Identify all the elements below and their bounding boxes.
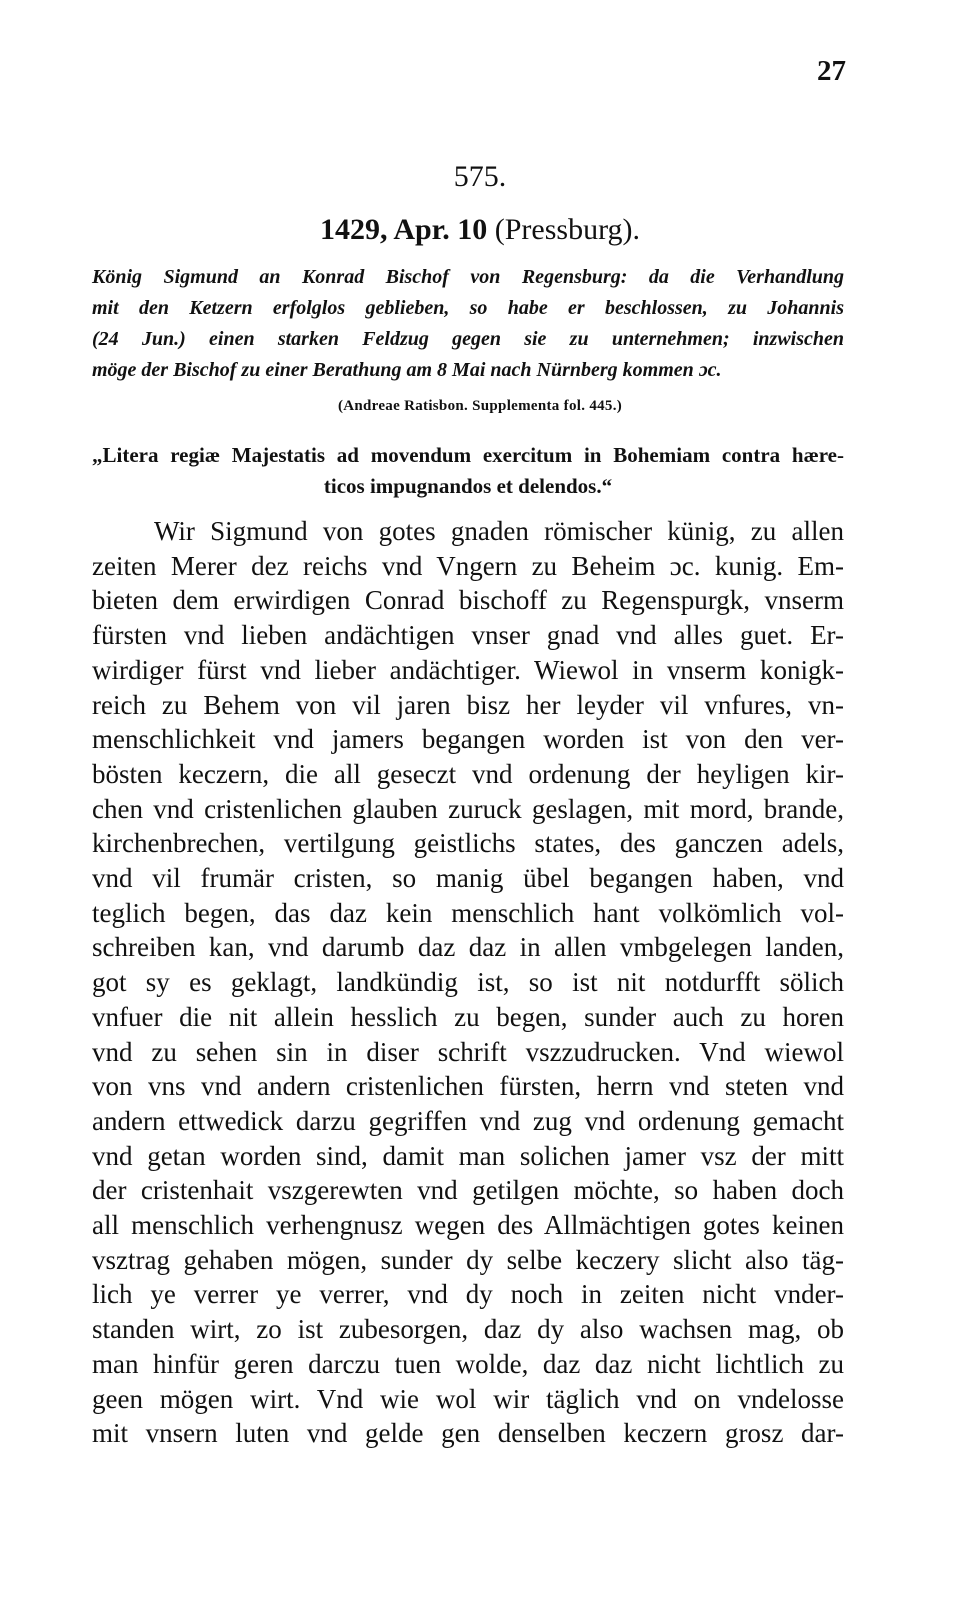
body-line: vsztrag gehaben mögen, sunder dy selbe keczery slicht also täg- bbox=[92, 1244, 844, 1275]
body-line: vnd getan worden sind, damit man solichen jamer vsz der mitt bbox=[92, 1140, 844, 1171]
body-line: menschlichkeit vnd jamers begangen worden ist von den ver- bbox=[92, 724, 844, 755]
source-citation: (Andreae Ratisbon. Supplementa fol. 445.) bbox=[337, 398, 623, 414]
body-line: der cristenhait vszgerewten vnd getilgen möchte, so haben doch bbox=[92, 1175, 844, 1206]
page-number: 27 bbox=[817, 55, 846, 87]
body-line: bieten dem erwirdigen Conrad bischoff zu Regenspurgk, vnserm bbox=[92, 585, 844, 616]
body-line: andern ettwedick darzu gegriffen vnd zug vnd ordenung gemacht bbox=[92, 1105, 844, 1136]
body-line: chen vnd cristenlichen glauben zuruck geslagen, mit mord, brande, bbox=[92, 793, 844, 824]
body-line: teglich begen, das daz kein menschlich hant volkömlich vol- bbox=[92, 897, 844, 928]
summary-line: mit den Ketzern erfolglos geblieben, so habe er beschlossen, zu Johannis bbox=[92, 297, 844, 319]
body-line: mit vnsern luten vnd gelde gen denselben keczern grosz dar- bbox=[92, 1418, 844, 1449]
rubric-line: ticos impugnandos et delendos.“ bbox=[323, 474, 613, 498]
body-line: vnfuer die nit allein hesslich zu begen, sunder auch zu horen bbox=[92, 1001, 844, 1032]
body-line: all menschlich verhengnusz wegen des Allmächtigen gotes keinen bbox=[92, 1210, 844, 1241]
letter-body bbox=[92, 514, 844, 1451]
summary-paragraph bbox=[92, 262, 844, 386]
date-text: 1429, Apr. 10 bbox=[319, 213, 488, 246]
body-line: fürsten vnd lieben andächtigen vnser gnad vnd alles guet. Er- bbox=[92, 620, 844, 651]
summary-line: (24 Jun.) einen starken Feldzug gegen sie zu unternehmen; inzwischen bbox=[92, 328, 844, 350]
rubric-paragraph bbox=[92, 440, 844, 502]
body-line: vnd zu sehen sin in diser schrift vszzudrucken. Vnd wiewol bbox=[92, 1036, 844, 1067]
body-line: kirchenbrechen, vertilgung geistlichs states, des ganczen adels, bbox=[92, 828, 844, 859]
body-line: wirdiger fürst vnd lieber andächtiger. Wiewol in vnserm konigk- bbox=[92, 654, 844, 685]
body-line: standen wirt, zo ist zubesorgen, daz dy also wachsen mag, ob bbox=[92, 1314, 844, 1345]
summary-line: König Sigmund an Konrad Bischof von Regensburg: da die Verhandlung bbox=[92, 266, 844, 288]
place-text: (Pressburg). bbox=[494, 213, 641, 246]
date-heading bbox=[0, 213, 960, 247]
document-number: 575. bbox=[453, 160, 507, 193]
body-line: Wir Sigmund von gotes gnaden römischer künig, zu allen bbox=[154, 516, 844, 546]
body-line: bösten keczern, die all geseczt vnd ordenung der heyligen kir- bbox=[92, 758, 844, 789]
body-line: schreiben kan, vnd darumb daz daz in allen vmbgelegen landen, bbox=[92, 932, 844, 963]
body-line: got sy es geklagt, landkündig ist, so ist nit notdurfft sölich bbox=[92, 967, 844, 998]
body-line: zeiten Merer dez reichs vnd Vngern zu Beheim ɔc. kunig. Em- bbox=[92, 550, 844, 581]
body-line: man hinfür geren darczu tuen wolde, daz daz nicht lichtlich zu bbox=[92, 1348, 844, 1379]
body-line: vnd vil frumär cristen, so manig übel begangen haben, vnd bbox=[92, 863, 844, 894]
body-line: lich ye verrer ye verrer, vnd dy noch in zeiten nicht vnder- bbox=[92, 1279, 844, 1310]
body-line: reich zu Behem von vil jaren bisz her leyder vil vnfures, vn- bbox=[92, 689, 844, 720]
summary-line: möge der Bischof zu einer Berathung am 8 Mai nach Nürnberg kommen ɔc. bbox=[92, 359, 722, 381]
rubric-line: „Litera regiæ Majestatis ad movendum exercitum in Bohemiam contra hære- bbox=[92, 443, 844, 467]
body-line: von vns vnd andern cristenlichen fürsten, herrn vnd steten vnd bbox=[92, 1071, 844, 1102]
body-line: geen mögen wirt. Vnd wie wol wir täglich vnd on vndelosse bbox=[92, 1383, 844, 1414]
